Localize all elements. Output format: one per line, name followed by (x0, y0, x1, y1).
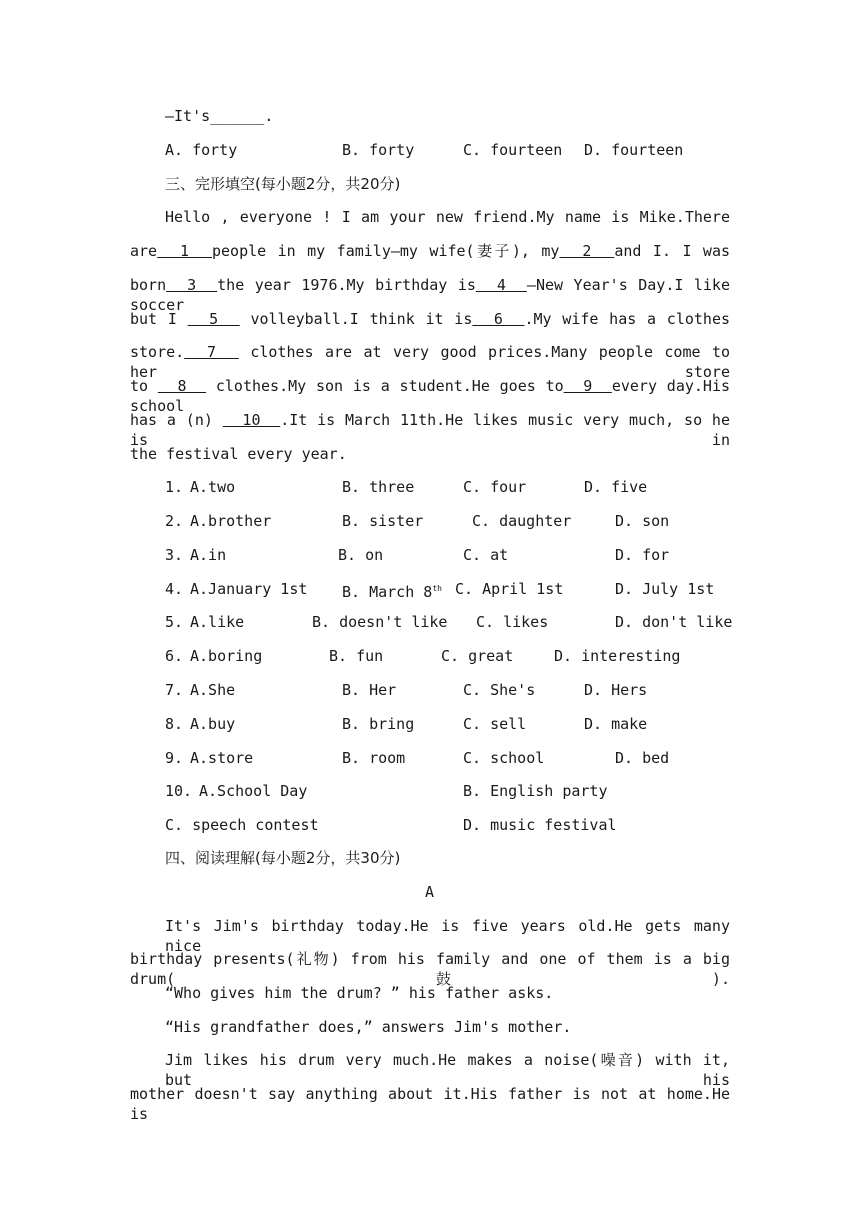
section-heading-cloze: 三、完形填空(每小题2分，共20分) (165, 175, 401, 193)
choice-c: C. April 1st (455, 580, 564, 598)
option-d: D. fourteen (584, 141, 684, 159)
choice-c: C. at (463, 546, 509, 564)
reading-line: “His grandfather does,” answers Jim's mother. (165, 1018, 572, 1036)
choice-d: D. music festival (463, 816, 617, 834)
choice-b: B. three (342, 478, 415, 496)
passage-line: to 8 clothes.My son is a student.He goes to 9 every day.His school (130, 377, 731, 415)
choice-d: D. son (615, 512, 670, 530)
choice-d: D. Hers (584, 681, 648, 699)
passage-line: the festival every year. (130, 445, 347, 463)
reading-line: Jim likes his drum very much.He makes a noise(噪音) with it, but his (165, 1051, 730, 1089)
choice-a: A.She (190, 681, 236, 699)
passage-line: are 1 people in my family—my wife(妻子), my 2 and I. I was (130, 242, 731, 260)
passage-line: store. 7 clothes are at very good prices.Many people come to her store (130, 343, 730, 381)
question-number: 3. (165, 546, 184, 564)
option-c: C. fourteen (463, 141, 563, 159)
option-a: A. forty (165, 141, 238, 159)
question-number: 1. (165, 478, 184, 496)
question-number: 2. (165, 512, 184, 530)
question-number: 7. (165, 681, 184, 699)
choice-d: D. bed (615, 749, 670, 767)
section-heading-reading: 四、阅读理解(每小题2分，共30分) (165, 849, 401, 867)
choice-c: C. sell (463, 715, 527, 733)
choice-a: A.two (190, 478, 236, 496)
choice-b: B. doesn't like (312, 613, 448, 631)
choice-b (342, 579, 442, 602)
choice-b: B. English party (463, 782, 608, 800)
reading-line: birthday presents(礼物) from his family and one of them is a big drum(鼓). (130, 950, 730, 988)
choice-a: A.buy (190, 715, 236, 733)
reading-line: It's Jim's birthday today.He is five years old.He gets many nice (165, 917, 730, 955)
passage-line: Hello , everyone ! I am your new friend.My name is Mike.There (165, 208, 730, 226)
choice-b: B. sister (342, 512, 424, 530)
choice-b: B. room (342, 749, 406, 767)
passage-line: but I 5 volleyball.I think it is 6 .My wife has a clothes (130, 310, 731, 328)
question-number: 4. (165, 580, 184, 598)
superscript: th (432, 584, 442, 593)
question-number: 9. (165, 749, 184, 767)
choice-d: D. five (584, 478, 648, 496)
choice-c: C. She's (463, 681, 536, 699)
choice-c: C. daughter (472, 512, 572, 530)
choice-a: A.brother (190, 512, 272, 530)
question-number: 6. (165, 647, 184, 665)
choice-a: A.like (190, 613, 245, 631)
reading-line: “Who gives him the drum? ” his father asks. (165, 984, 554, 1002)
choice-a: A.boring (190, 647, 263, 665)
question-number: 8. (165, 715, 184, 733)
choice-a: A.store (190, 749, 254, 767)
passage-line: has a (n) 10 .It is March 11th.He likes music very much, so he is in (130, 411, 730, 449)
option-b: B. forty (342, 141, 415, 159)
choice-d: D. interesting (554, 647, 681, 665)
question-number: 10. (165, 782, 193, 800)
choice-b: B. fun (329, 647, 384, 665)
choice-b: B. bring (342, 715, 415, 733)
choice-d: D. don't like (615, 613, 733, 631)
choice-a: A.in (190, 546, 227, 564)
choice-b: B. on (338, 546, 384, 564)
choice-d: D. make (584, 715, 648, 733)
choice-b-text: B. March 8 (342, 583, 433, 601)
reading-line: mother doesn't say anything about it.His father is not at home.He is (130, 1085, 730, 1123)
choice-a: A.School Day (199, 782, 308, 800)
choice-c: C. four (463, 478, 527, 496)
choice-b: B. Her (342, 681, 397, 699)
choice-d: D. July 1st (615, 580, 715, 598)
choice-c: C. speech contest (165, 816, 319, 834)
passage-line: born 3 the year 1976.My birthday is 4 —New Year's Day.I like soccer (130, 276, 730, 314)
choice-c: C. great (441, 647, 514, 665)
question-number: 5. (165, 613, 184, 631)
choice-c: C. school (463, 749, 545, 767)
passage-a-label: A (425, 883, 435, 901)
answer-line: —It's______. (165, 107, 274, 125)
choice-c: C. likes (476, 613, 549, 631)
choice-a: A.January 1st (190, 580, 308, 598)
choice-d: D. for (615, 546, 670, 564)
